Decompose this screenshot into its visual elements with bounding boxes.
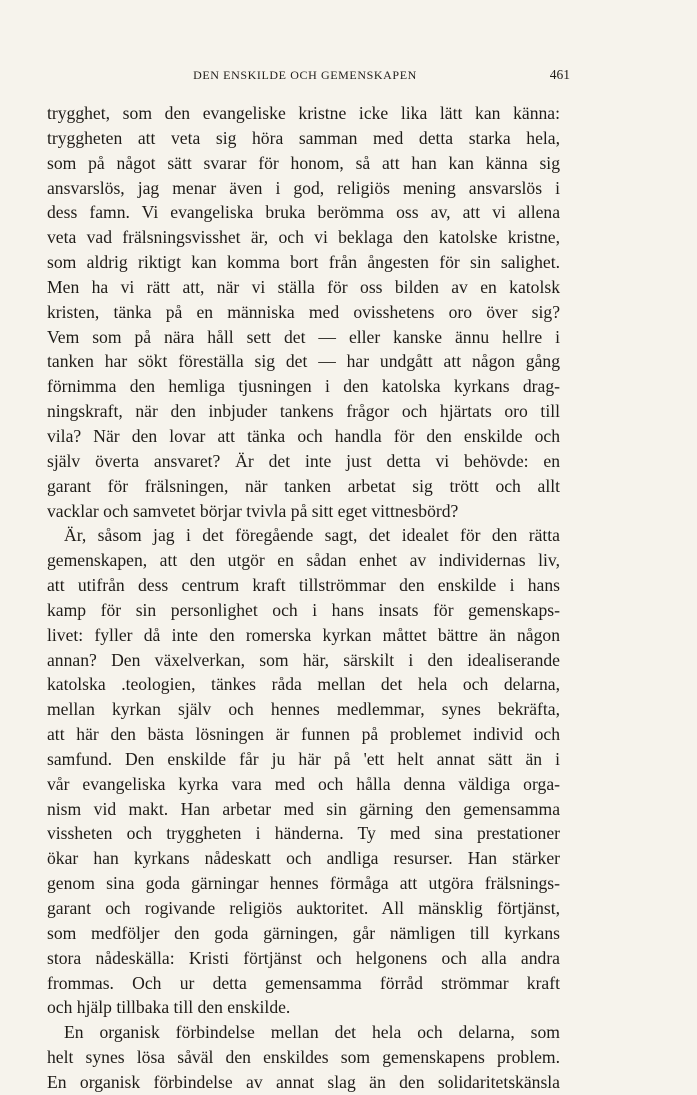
text-line: nism vid makt. Han arbetar med sin gärning den gemensamma bbox=[47, 798, 560, 819]
text-line: annan? Den växelverkan, som här, särskilt i den idealiserande bbox=[47, 649, 560, 670]
text-line: stora nådeskälla: Kristi förtjänst och helgonens och alla andra bbox=[47, 947, 560, 968]
text-line: tryggheten att veta sig höra samman med detta starka hela, bbox=[47, 127, 560, 148]
text-line: veta vad frälsningsvisshet är, och vi beklaga den katolske kristne, bbox=[47, 227, 560, 248]
text-line: vacklar och samvetet börjar tvivla på sitt eget vittnesbörd? bbox=[47, 500, 459, 521]
text-line: som medföljer den goda gärningen, går nämligen till kyrkans bbox=[47, 922, 560, 943]
text-line: förnimma den hemliga tjusningen i den katolska kyrkans drag- bbox=[47, 376, 560, 397]
text-line: vår evangeliska kyrka vara med och hålla denna väldiga orga- bbox=[47, 773, 560, 794]
text-line: ningskraft, när den inbjuder tankens frågor och hjärtats oro till bbox=[47, 401, 560, 422]
text-line: kristen, tänka på en människa med ovisshetens oro över sig? bbox=[47, 301, 560, 322]
text-line: ökar han kyrkans nådeskatt och andliga resurser. Han stärker bbox=[47, 848, 560, 869]
text-line: dess famn. Vi evangeliska bruka berömma oss av, att vi allena bbox=[47, 202, 560, 223]
text-line: genom sina goda gärningar hennes förmåga att utgöra frälsnings- bbox=[47, 873, 560, 894]
running-title: DEN ENSKILDE OCH GEMENSKAPEN bbox=[193, 68, 417, 82]
running-head bbox=[40, 64, 570, 86]
text-line: frommas. Och ur detta gemensamma förråd strömmar kraft bbox=[47, 972, 560, 993]
text-line: som aldrig riktigt kan komma bort från ångesten för sin salighet. bbox=[47, 252, 560, 273]
text-line: garant för frälsningen, när tanken arbetat sig trött och allt bbox=[47, 475, 560, 496]
text-line: kamp för sin personlighet och i hans insats för gemenskaps- bbox=[47, 599, 560, 620]
text-line: själv överta ansvaret? Är det inte just detta vi behövde: en bbox=[47, 450, 560, 471]
text-line: att utifrån dess centrum kraft tillströmmar den enskilde i hans bbox=[47, 575, 560, 596]
text-line: Vem som på nära håll sett det — eller kanske ännu hellre i bbox=[47, 326, 560, 347]
text-line: att här den bästa lösningen är funnen på problemet individ och bbox=[47, 724, 560, 745]
text-line: En organisk förbindelse av annat slag än den solidaritetskänsla bbox=[47, 1071, 560, 1092]
text-line: vissheten och tryggheten i händerna. Ty med sina prestationer bbox=[47, 823, 560, 844]
text-line: som på något sätt svarar för honom, så att han kan känna sig bbox=[47, 152, 560, 173]
text-line: mellan kyrkan själv och hennes medlemmar, synes bekräfta, bbox=[47, 699, 560, 720]
text-line: trygghet, som den evangeliske kristne icke lika lätt kan känna: bbox=[47, 103, 560, 123]
text-line: Är, såsom jag i det föregående sagt, det idealet för den rätta bbox=[64, 525, 560, 546]
text-line: tanken har sökt föreställa sig det — har undgått att någon gång bbox=[47, 351, 560, 372]
text-line: livet: fyller då inte den romerska kyrkan måttet bättre än någon bbox=[47, 624, 560, 645]
text-line: gemenskapen, att den utgör en sådan enhet av individernas liv, bbox=[47, 550, 560, 571]
text-line: vila? När den lovar att tänka och handla för den enskilde och bbox=[47, 425, 560, 446]
text-line: katolska .teologien, tänkes råda mellan det hela och delarna, bbox=[47, 674, 560, 695]
text-line: Men ha vi rätt att, när vi ställa för oss bilden av en katolsk bbox=[47, 276, 560, 297]
text-line: helt synes lösa såväl den enskildes som gemenskapens problem. bbox=[47, 1047, 560, 1068]
page-number: 461 bbox=[549, 67, 570, 82]
text-line: samfund. Den enskilde får ju här på 'ett helt annat sätt än i bbox=[47, 748, 560, 769]
text-line: ansvarslös, jag menar även i god, religiös mening ansvarslös i bbox=[47, 177, 560, 198]
text-line: En organisk förbindelse mellan det hela och delarna, som bbox=[64, 1022, 560, 1043]
body-text bbox=[47, 101, 560, 1095]
text-line: och hjälp tillbaka till den enskilde. bbox=[47, 997, 291, 1018]
text-line: garant och rogivande religiös auktoritet. All mänsklig förtjänst, bbox=[47, 898, 560, 918]
